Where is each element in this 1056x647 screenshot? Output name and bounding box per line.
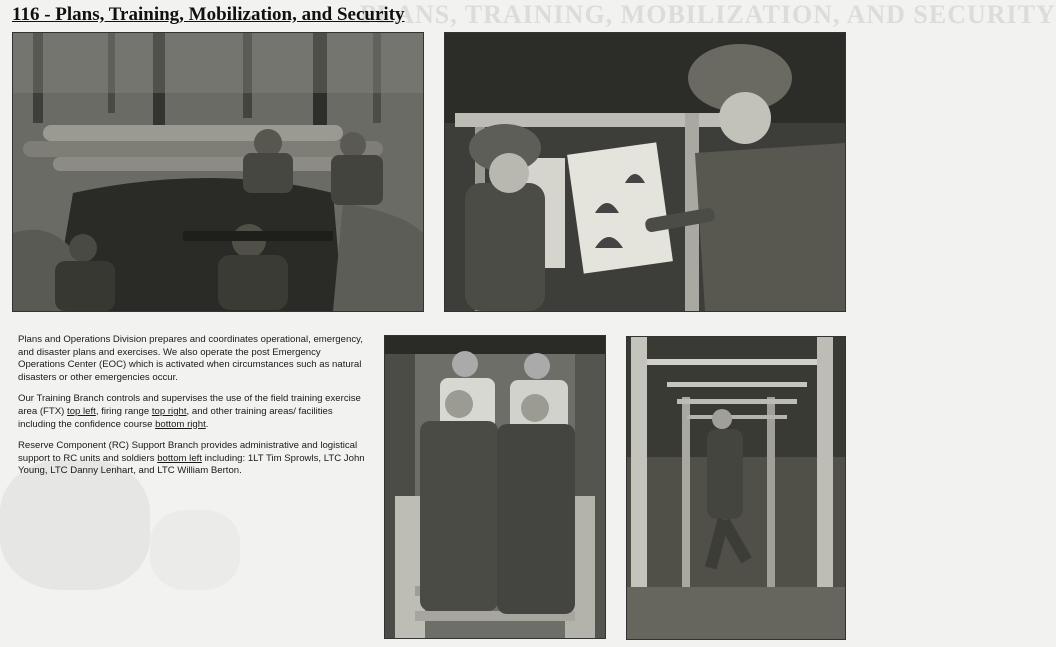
paragraph-rc-support [18, 440, 370, 478]
paragraph-text: including: 1LT Tim Sprowls, LTC John Young, LTC Danny Lenhart, and LTC William Berton. [18, 452, 365, 477]
photo-firing-range [444, 32, 846, 312]
underlined-photo-reference: bottom right [155, 418, 206, 430]
bleed-through-shape [150, 510, 240, 590]
bleed-through-heading: PLANS, TRAINING, MOBILIZATION, AND SECURITY [360, 0, 1056, 29]
page-title: 116 - Plans, Training, Mobilization, and Security [12, 4, 405, 25]
paragraph-text: Our Training Branch controls and supervises the use of the field training exercise area (FTX) [18, 393, 361, 417]
photo-field-training-exercise [12, 32, 424, 312]
paragraph-plans-operations [18, 334, 370, 384]
photo-rc-support-officers [384, 335, 606, 639]
underlined-photo-reference: top left [67, 405, 96, 417]
paragraph-text: Plans and Operations Division prepares and coordinates operational, emergency, and disaster plans and exercises. We also operate the post Emergency Operations Center (EOC) which is activated when circumstances such as natural disasters or other emergencies occur. [18, 334, 363, 383]
paragraph-text: , and other training areas/ facilities including the confidence course [18, 405, 333, 430]
underlined-photo-reference: bottom left [157, 452, 202, 464]
paragraph-text: Reserve Component (RC) Support Branch provides administrative and logistical support to RC units and soldiers [18, 440, 358, 464]
paragraph-text: . [205, 418, 209, 430]
photo-confidence-course [626, 336, 846, 640]
underlined-photo-reference: top right [151, 405, 187, 417]
paragraph-text: , firing range [95, 405, 152, 417]
body-text [18, 334, 370, 487]
paragraph-training-branch [18, 393, 370, 431]
